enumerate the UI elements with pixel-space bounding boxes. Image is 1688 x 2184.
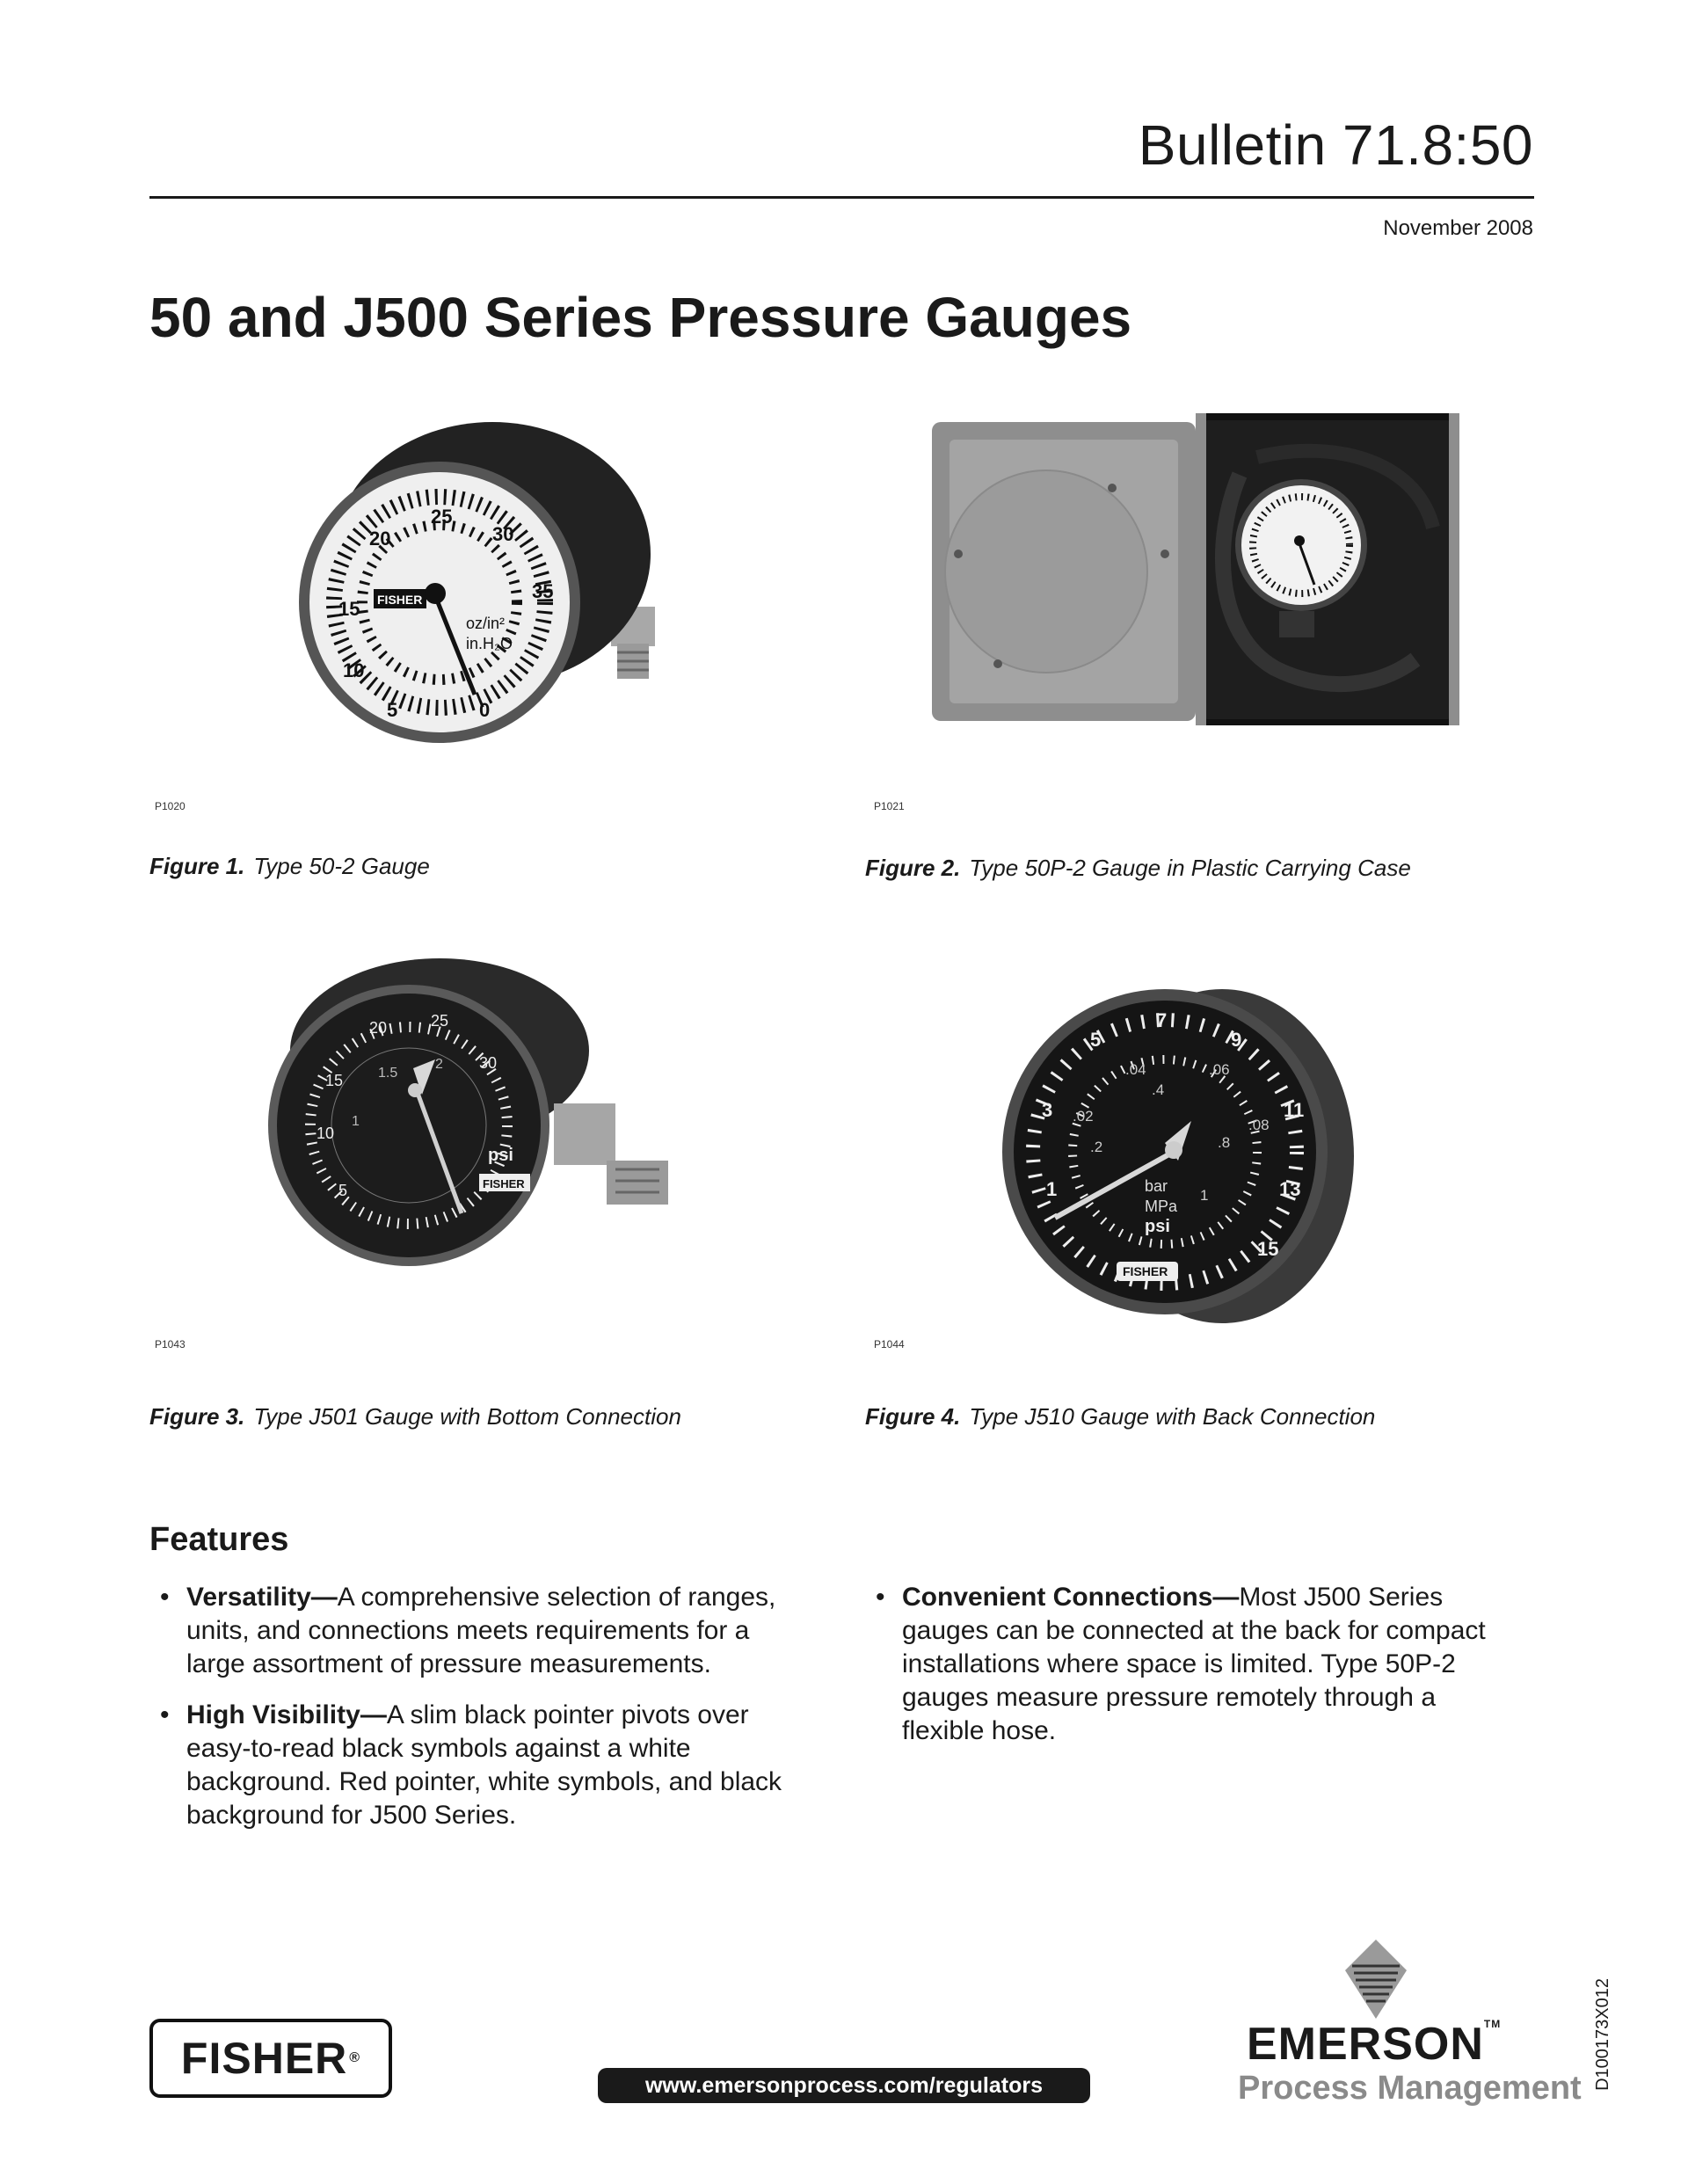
- gauge-3-units: psi: [488, 1146, 513, 1165]
- emerson-logo-text: [1247, 2018, 1501, 2071]
- figure-3-code: P1043: [155, 1338, 186, 1350]
- gauge-1-units-oz: oz/in²: [466, 615, 506, 632]
- gauge-4-brand: FISHER: [1123, 1264, 1168, 1278]
- figure-2-label: Figure 2.: [865, 855, 961, 881]
- figure-3-text: Type J501 Gauge with Bottom Connection: [253, 1403, 681, 1430]
- fisher-logo: [149, 2019, 392, 2098]
- registered-mark: ®: [349, 2050, 361, 2065]
- svg-text:1: 1: [1200, 1187, 1209, 1204]
- gauge-4-unit-bar: bar: [1145, 1177, 1168, 1195]
- feature-high-visibility: [149, 1699, 791, 1832]
- feature-term: Versatility—: [186, 1583, 338, 1612]
- svg-text:11: 11: [1284, 1099, 1305, 1121]
- feature-term: High Visibility—: [186, 1700, 387, 1729]
- trademark: TM: [1483, 2018, 1502, 2030]
- bullet: •: [160, 1583, 170, 1612]
- svg-text:20: 20: [369, 1019, 388, 1037]
- figure-4-caption: [865, 1403, 1375, 1431]
- svg-text:0: 0: [479, 699, 491, 721]
- bulletin-number: Bulletin 71.8:50: [1138, 113, 1533, 177]
- svg-text:35: 35: [532, 580, 554, 602]
- svg-text:1: 1: [1046, 1178, 1058, 1200]
- figure-4-label: Figure 4.: [865, 1403, 961, 1430]
- feature-convenient-connections: [865, 1581, 1507, 1748]
- svg-text:15: 15: [325, 1072, 344, 1089]
- feature-versatility: [149, 1581, 791, 1681]
- website-link[interactable]: www.emersonprocess.com/regulators: [598, 2068, 1090, 2103]
- figure-3-label: Figure 3.: [149, 1403, 245, 1430]
- svg-text:5: 5: [338, 1182, 348, 1199]
- figure-1-caption: [149, 853, 430, 880]
- document-number: D100173X012: [1593, 1978, 1612, 2091]
- figure-1-text: Type 50-2 Gauge: [253, 853, 430, 879]
- process-management-text: Process Management: [1238, 2070, 1582, 2107]
- figure-1-label: Figure 1.: [149, 853, 245, 879]
- fisher-logo-text: FISHER: [180, 2034, 348, 2083]
- figure-4-text: Type J510 Gauge with Back Connection: [969, 1403, 1376, 1430]
- feature-text: A slim black pointer pivots over easy-to-read black symbols against a white background. Red pointer, white symbols, and black background for J500 Series.: [186, 1700, 782, 1830]
- features-right-column: [865, 1581, 1507, 1765]
- svg-text:5: 5: [1090, 1029, 1102, 1051]
- svg-text:7: 7: [1156, 1009, 1168, 1031]
- svg-text:.06: .06: [1209, 1061, 1230, 1078]
- svg-text:25: 25: [431, 506, 453, 528]
- feature-text: A comprehensive selection of ranges, units, and connections meets requirements for a large assortment of pressure measurements.: [186, 1583, 776, 1678]
- svg-text:.4: .4: [1152, 1081, 1165, 1098]
- bullet: •: [160, 1700, 170, 1729]
- figure-3-caption: [149, 1403, 681, 1431]
- svg-text:20: 20: [369, 528, 391, 550]
- svg-text:15: 15: [1257, 1238, 1279, 1260]
- figure-3-photo: [264, 954, 686, 1270]
- svg-text:2: 2: [435, 1057, 443, 1072]
- svg-text:.8: .8: [1218, 1134, 1231, 1151]
- svg-text:5: 5: [387, 699, 398, 721]
- figure-2-photo: [923, 404, 1468, 739]
- svg-text:.02: .02: [1073, 1108, 1094, 1125]
- svg-text:1.5: 1.5: [378, 1066, 398, 1081]
- figure-4-code: P1044: [874, 1338, 905, 1350]
- gauge-4-unit-psi: psi: [1145, 1217, 1170, 1236]
- figure-1-code: P1020: [155, 800, 186, 812]
- svg-text:1: 1: [352, 1114, 360, 1129]
- emerson-wordmark: EMERSON: [1247, 2019, 1484, 2070]
- svg-text:30: 30: [479, 1054, 498, 1072]
- figure-4-photo: [993, 976, 1363, 1328]
- feature-term: Convenient Connections—: [902, 1583, 1240, 1612]
- bullet: •: [876, 1583, 885, 1612]
- feature-text: Most J500 Series gauges can be connected at the back for compact installations where space is limited. Type 50P-2 gauges measure pressure remotely through a flexible hose.: [902, 1583, 1486, 1745]
- figure-2-text: Type 50P-2 Gauge in Plastic Carrying Case: [969, 855, 1411, 881]
- gauge-1-units-inh2o: in.H₂O: [466, 635, 513, 652]
- emerson-logo-mark-icon: [1345, 1940, 1407, 2023]
- features-left-column: [149, 1581, 791, 1850]
- gauge-3-brand: FISHER: [483, 1177, 525, 1190]
- publication-date: November 2008: [1383, 216, 1533, 240]
- features-heading: Features: [149, 1521, 289, 1558]
- svg-text:.04: .04: [1125, 1061, 1146, 1078]
- svg-text:10: 10: [316, 1125, 335, 1142]
- svg-text:3: 3: [1042, 1099, 1053, 1121]
- svg-text:10: 10: [343, 659, 365, 681]
- header-rule: [149, 196, 1534, 199]
- svg-text:.08: .08: [1248, 1117, 1270, 1133]
- figure-2-code: P1021: [874, 800, 905, 812]
- svg-text:15: 15: [338, 598, 360, 620]
- gauge-1-brand: FISHER: [377, 593, 423, 607]
- figure-2-caption: [865, 855, 1411, 882]
- svg-text:30: 30: [492, 523, 514, 545]
- svg-text:.2: .2: [1090, 1139, 1103, 1155]
- svg-text:13: 13: [1279, 1178, 1301, 1200]
- figure-1-photo: [290, 413, 677, 765]
- gauge-4-unit-mpa: MPa: [1145, 1198, 1178, 1215]
- page-title: 50 and J500 Series Pressure Gauges: [149, 286, 1132, 349]
- svg-text:9: 9: [1231, 1029, 1242, 1051]
- svg-text:25: 25: [431, 1012, 449, 1030]
